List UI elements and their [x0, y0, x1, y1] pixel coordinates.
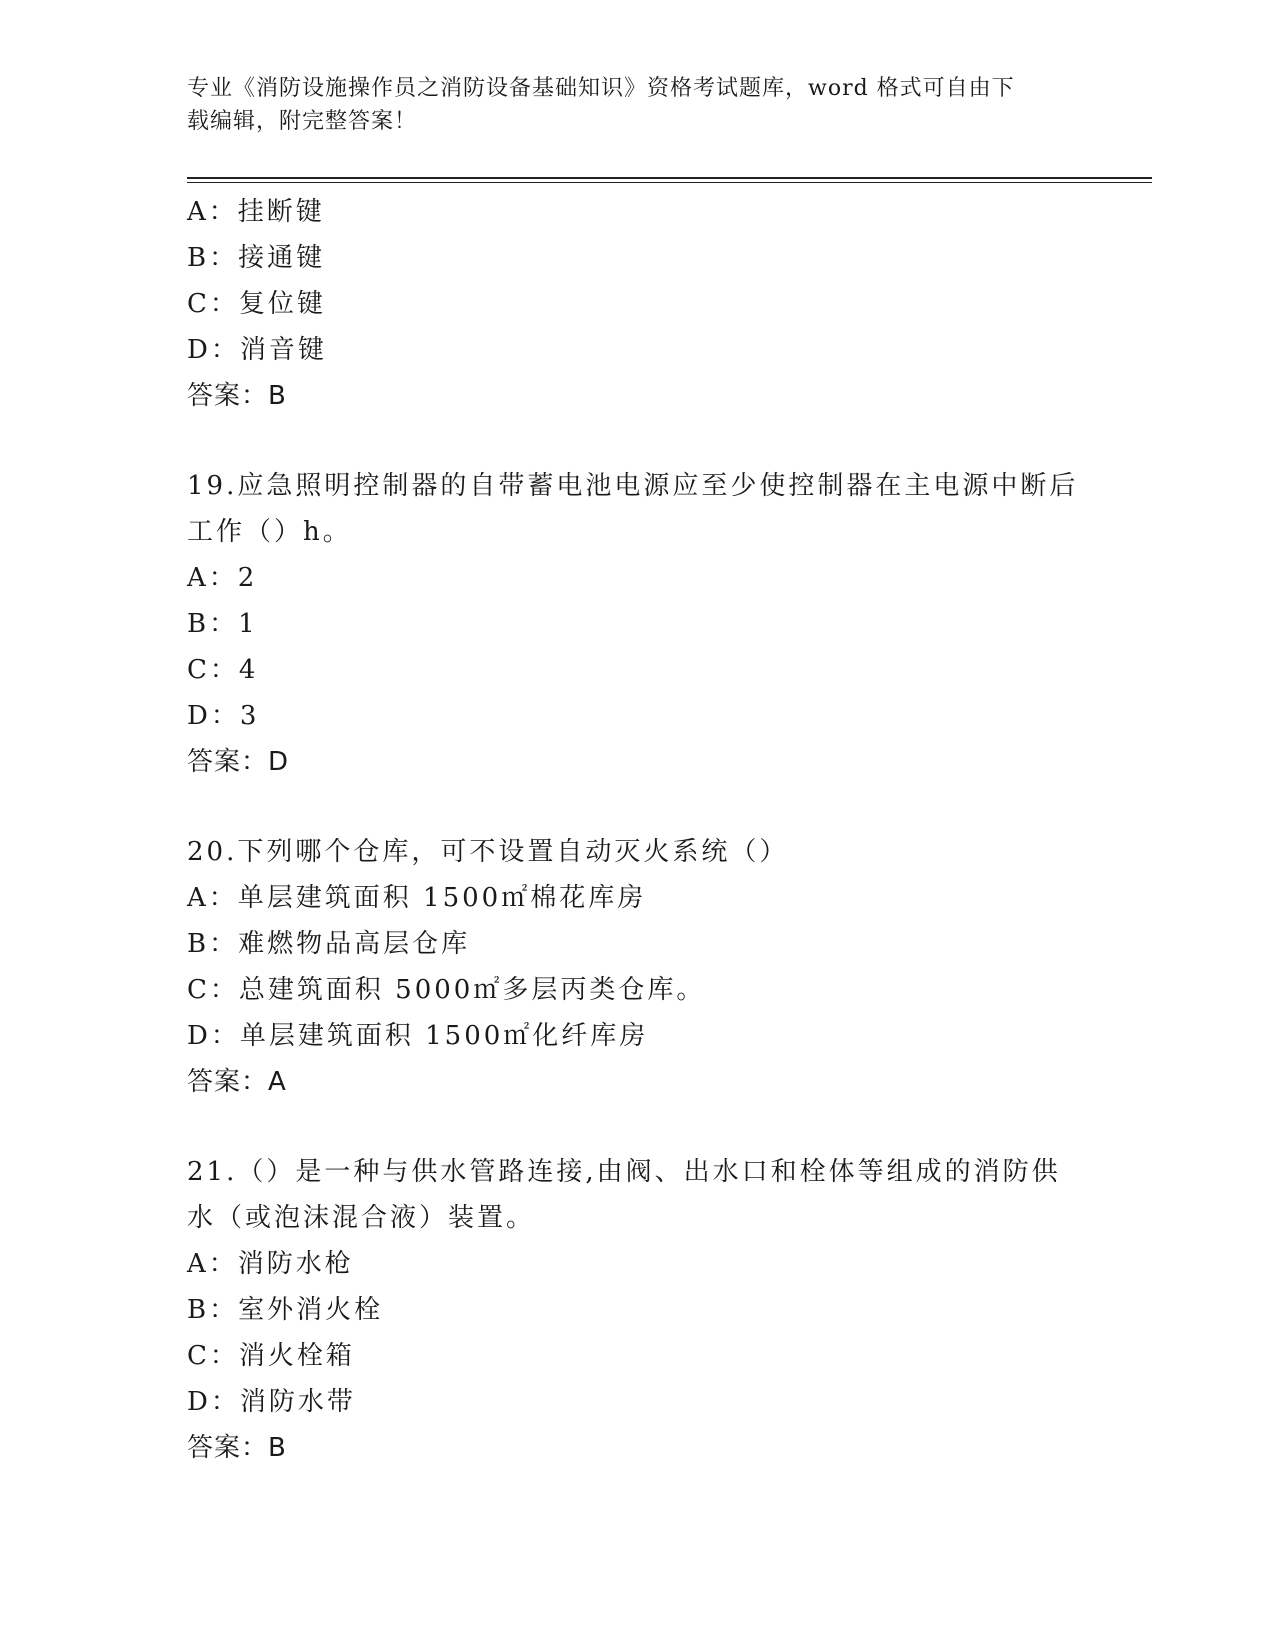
option-d: D：消音键: [187, 335, 327, 365]
option-b: B：接通键: [187, 243, 326, 273]
header-line-2: 载编辑，附完整答案！: [187, 109, 418, 134]
question-21: [187, 1149, 1087, 1471]
question-title-line-1: 21.（）是一种与供水管路连接,由阀、出水口和栓体等组成的消防供: [187, 1157, 1061, 1187]
option-c: C：消火栓箱: [187, 1341, 355, 1371]
answer: 答案：B: [187, 1433, 287, 1463]
header-divider-thick: [187, 177, 1152, 179]
option-d: D：3: [187, 701, 260, 731]
question-title-line-1: 19.应急照明控制器的自带蓄电池电源应至少使控制器在主电源中断后: [187, 471, 1079, 501]
option-c: C：复位键: [187, 289, 326, 319]
option-d: D：消防水带: [187, 1387, 356, 1417]
question-18-partial: [187, 189, 1087, 419]
option-c: C：4: [187, 655, 259, 685]
question-title-line-2: 水（或泡沫混合液）装置。: [187, 1203, 536, 1233]
answer: 答案：D: [187, 747, 290, 777]
option-a: A：单层建筑面积 1500㎡棉花库房: [187, 883, 647, 913]
option-b: B：1: [187, 609, 258, 639]
question-title-line-2: 工作（）h。: [187, 517, 352, 547]
header-line-1: 专业《消防设施操作员之消防设备基础知识》资格考试题库，word 格式可自由下: [187, 76, 1015, 101]
option-a: A：2: [187, 563, 258, 593]
option-d: D：单层建筑面积 1500㎡化纤库房: [187, 1021, 649, 1051]
header-divider-thin: [187, 182, 1152, 183]
answer: 答案：B: [187, 381, 287, 411]
question-list: [187, 189, 1087, 1471]
option-c: C：总建筑面积 5000㎡多层丙类仓库。: [187, 975, 706, 1005]
question-19: [187, 463, 1087, 785]
option-b: B：室外消火栓: [187, 1295, 384, 1325]
option-b: B：难燃物品高层仓库: [187, 929, 471, 959]
question-title-line-1: 20.下列哪个仓库，可不设置自动灭火系统（）: [187, 837, 789, 867]
option-a: A：挂断键: [187, 197, 325, 227]
document-header: [187, 72, 1067, 138]
answer: 答案：A: [187, 1067, 287, 1097]
option-a: A：消防水枪: [187, 1249, 354, 1279]
question-20: [187, 829, 1087, 1105]
